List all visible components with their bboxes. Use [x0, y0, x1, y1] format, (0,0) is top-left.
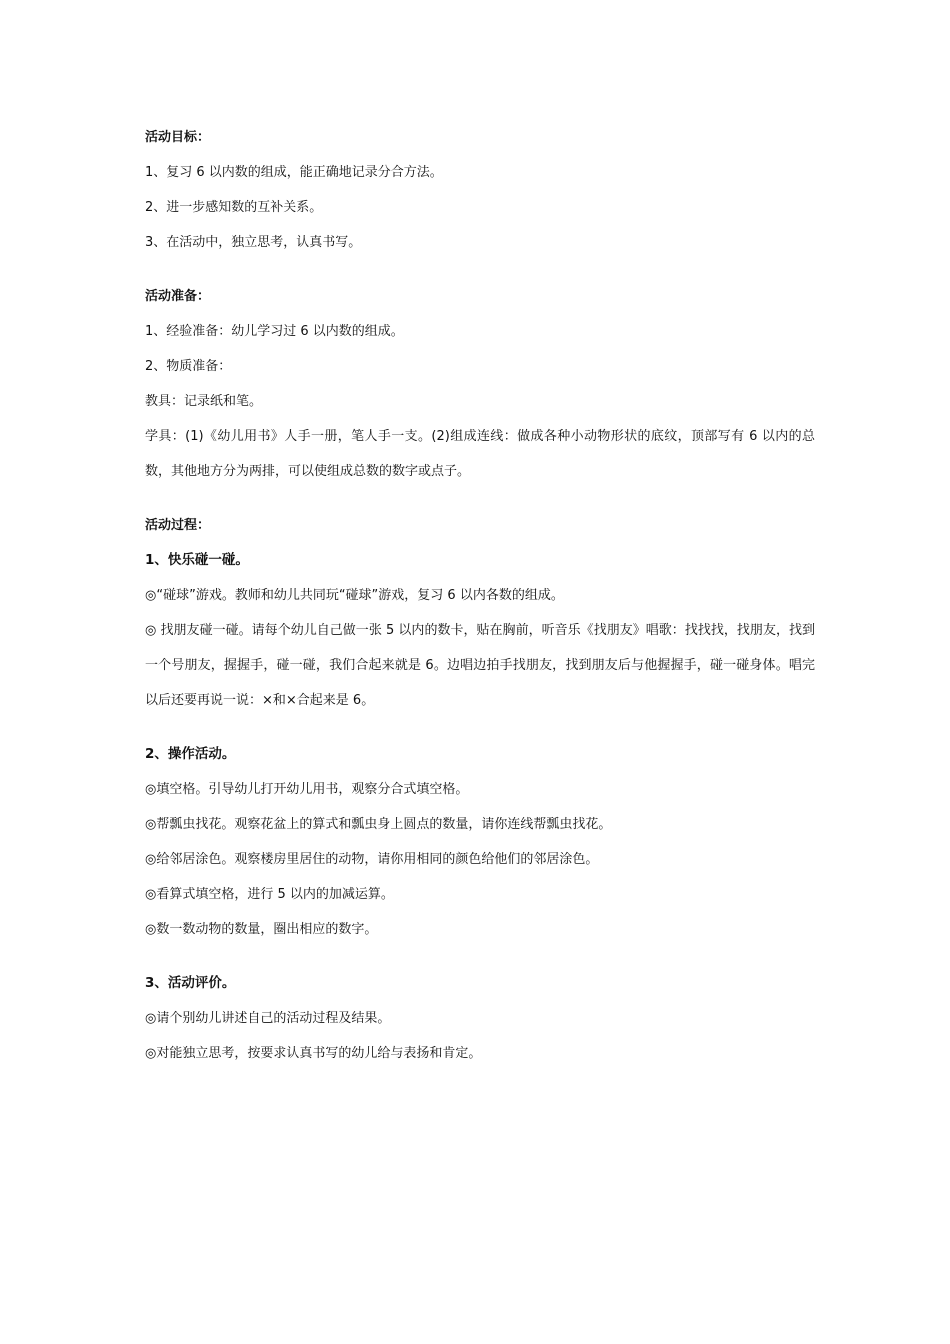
step-item: ◎对能独立思考，按要求认真书写的幼儿给与表扬和肯定。 — [145, 1046, 482, 1061]
step-title: 3、活动评价。 — [145, 975, 236, 991]
step-item: ◎给邻居涂色。观察楼房里居住的动物，请你用相同的颜色给他们的邻居涂色。 — [145, 852, 599, 867]
goal-item: 2、进一步感知数的互补关系。 — [145, 200, 323, 215]
prep-item: 1、经验准备：幼儿学习过 6 以内数的组成。 — [145, 324, 404, 339]
step-item: ◎请个别幼儿讲述自己的活动过程及结果。 — [145, 1011, 391, 1026]
step-item: ◎填空格。引导幼儿打开幼儿用书，观察分合式填空格。 — [145, 782, 469, 797]
goal-item: 1、复习 6 以内数的组成，能正确地记录分合方法。 — [145, 165, 443, 180]
step-item: ◎看算式填空格，进行 5 以内的加减运算。 — [145, 887, 394, 902]
step-item: ◎“碰球”游戏。教师和幼儿共同玩“碰球”游戏，复习 6 以内各数的组成。 — [145, 588, 564, 603]
document-page — [145, 120, 815, 1071]
student-tools: 学具：(1)《幼儿用书》人手一册，笔人手一支。(2)组成连线：做成各种小动物形状的底纹，顶部写有 6 以内的总数，其他地方分为两排，可以使组成总数的数字或点子。 — [145, 429, 815, 479]
goals-heading: 活动目标： — [145, 130, 211, 145]
step-item: ◎ 找朋友碰一碰。请每个幼儿自己做一张 5 以内的数卡，贴在胸前，听音乐《找朋友》唱歌：找找找，找朋友，找到一个号朋友，握握手，碰一碰，我们合起来就是 6。边唱边拍手找朋友，找到朋友后与他握握手，碰一碰身体。唱完以后还要再说一说：×和×合起来是 6。 — [145, 623, 815, 708]
step-item: ◎帮瓢虫找花。观察花盆上的算式和瓢虫身上圆点的数量，请你连线帮瓢虫找花。 — [145, 817, 612, 832]
prep-heading: 活动准备： — [145, 289, 211, 304]
process-heading: 活动过程： — [145, 518, 211, 533]
teacher-tools: 教具：记录纸和笔。 — [145, 394, 263, 409]
goal-item: 3、在活动中，独立思考，认真书写。 — [145, 235, 362, 250]
step-item: ◎数一数动物的数量，圈出相应的数字。 — [145, 922, 378, 937]
prep-item: 2、物质准备： — [145, 359, 232, 374]
step-title: 1、快乐碰一碰。 — [145, 552, 249, 568]
step-title: 2、操作活动。 — [145, 746, 236, 762]
